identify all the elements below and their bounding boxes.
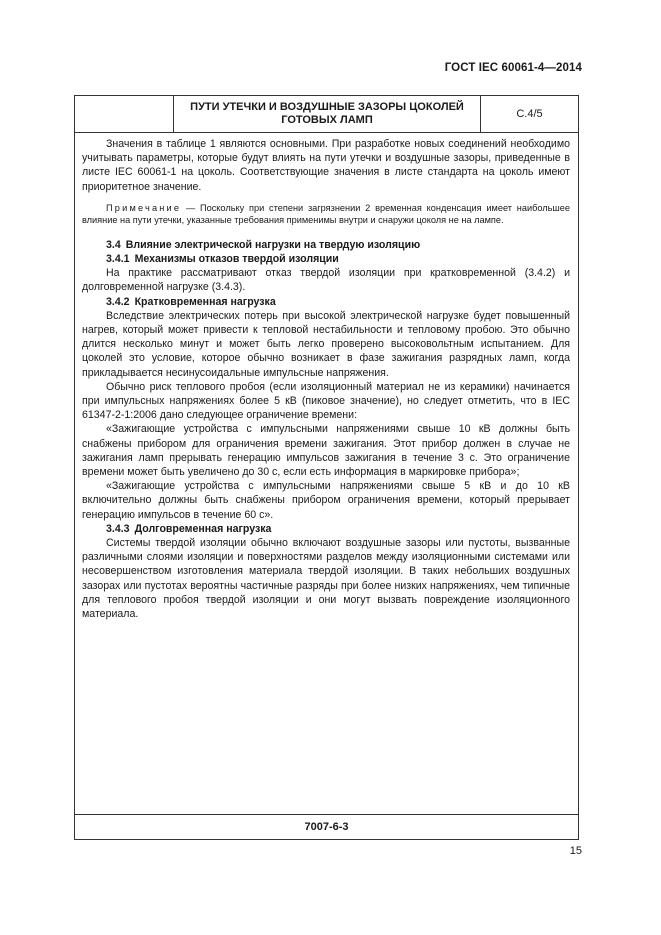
- section-3-4-2-paragraph-2: Обычно риск теплового пробоя (если изоляционный материал не из керамики) начинается при импульсных напряжениях более 5 кВ (пиковое значение), но следует отметить, что в IEC 61347-2-1:2006 дано следующее ограничение времени:: [82, 380, 570, 422]
- section-3-4-2-heading: [82, 295, 570, 309]
- section-3-4-2-paragraph-1: Вследствие электрических потерь при высокой электрической нагрузке будет повышенный нагрев, который может привести к тепловой нестабильности и тепловому пробою. Это обычно длится несколько минут и может быть легко проверено высоковольтным испытанием. Для цоколей это условие, которое обычно возникает в фазе зажигания разрядных ламп, когда прикладывается несинусоидальные импульсные напряжения.: [82, 309, 570, 379]
- section-title: Механизмы отказов твердой изоляции: [134, 253, 339, 266]
- intro-paragraph: Значения в таблице 1 являются основными. При разработке новых соединений необходимо учитывать параметры, которые будут влиять на пути утечки и воздушные зазоры, приведенные в листе IEC 60061-1 на цоколь. Соответствующие значения в листе стандарта на цоколь имеют приоритетное значение.: [82, 138, 570, 193]
- section-number: 3.4.1: [106, 253, 130, 266]
- section-title: Кратковременная нагрузка: [134, 295, 276, 308]
- section-3-4-heading: [82, 238, 570, 252]
- section-number: 3.4: [106, 238, 121, 251]
- section-3-4-1-text: На практике рассматривают отказ твердой изоляции при кратковременной (3.4.2) и долговременной нагрузке (3.4.3).: [82, 267, 570, 294]
- note: [82, 202, 570, 227]
- order-code: 7007-6-3: [75, 814, 578, 839]
- sheet-number: С.4/5: [516, 108, 543, 120]
- section-3-4-1-heading: [82, 252, 570, 266]
- section-number: 3.4.2: [106, 295, 130, 308]
- sheet-header: [75, 96, 578, 133]
- header-empty-cell: [75, 96, 174, 132]
- section-3-4-2-quote-2: «Зажигающие устройства с импульсными напряжениями свыше 5 кВ и до 10 кВ включительно должны быть снабжены прибором ограничения времени, который прерывает генерацию импульсов в течение 60 с».: [82, 480, 570, 521]
- section-3-4-3-heading: [82, 522, 570, 536]
- page-number: 15: [569, 845, 582, 857]
- sheet-body: [82, 137, 570, 621]
- standard-code: ГОСТ IEC 60061-4—2014: [444, 62, 582, 74]
- sheet-title-line2: ГОТОВЫХ ЛАМП: [281, 114, 373, 126]
- note-text: — Поскольку при степени загрязнении 2 временная конденсация имеет наибольшее влияние на пути утечки, указанные требования применимы внутри и снаружи цоколя не на лампе.: [82, 202, 570, 226]
- page-frame: [74, 95, 579, 840]
- section-title: Долговременная нагрузка: [134, 522, 272, 535]
- sheet-title-line1: ПУТИ УТЕЧКИ И ВОЗДУШНЫЕ ЗАЗОРЫ ЦОКОЛЕЙ: [190, 101, 464, 113]
- section-title: Влияние электрической нагрузки на твердую изоляцию: [125, 238, 421, 251]
- sheet-title: [174, 96, 481, 132]
- section-3-4-2-quote-1: «Зажигающие устройства с импульсными напряжениями свыше 10 кВ должны быть снабжены прибором для ограничения времени зажигания. Этот прибор должен в случае не зажигания ламп прерывать генерацию импульсов зажигания в течение 3 с. Это ограничение времени может быть увеличено до 30 с, если есть информация в маркировке прибора»;: [82, 423, 570, 479]
- section-3-4-3-text: Системы твердой изоляции обычно включают воздушные зазоры или пустоты, вызванные различными слоями изоляции и поверхностями разделов между изоляционными системами или несовершенством изготовления материала твердой изоляции. В таких небольших воздушных зазорах или пустотах вероятны частичные разряды при более низких напряжениях, чем типичные для теплового пробоя твердой изоляции и они могут вызвать повреждение изоляционного материала.: [82, 537, 570, 621]
- section-number: 3.4.3: [106, 522, 130, 535]
- note-label: Примечание: [106, 202, 182, 213]
